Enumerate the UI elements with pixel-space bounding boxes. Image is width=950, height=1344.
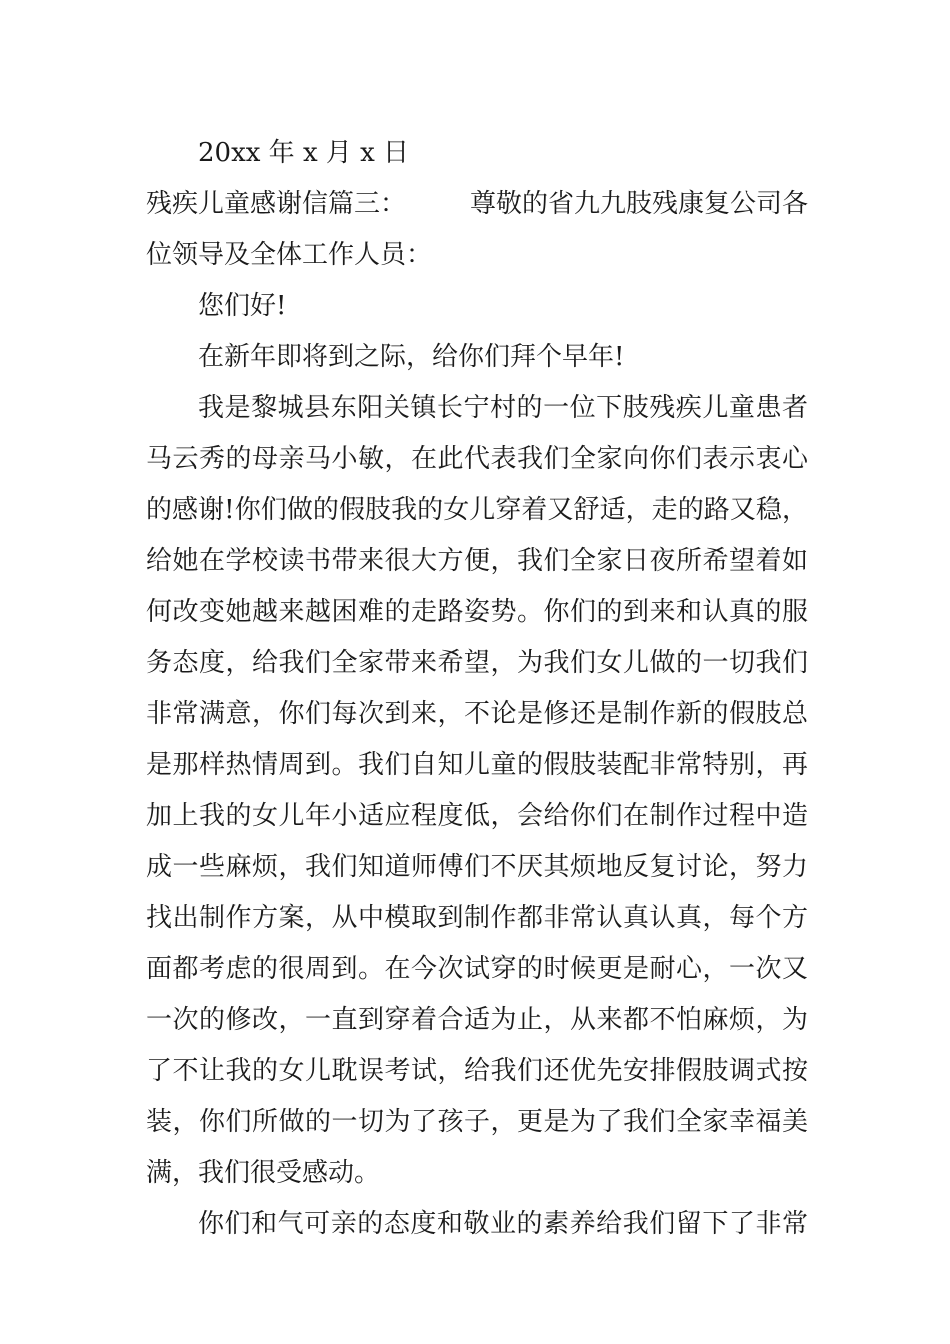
paragraph-line: 加上我的女儿年小适应程度低，会给你们在制作过程中造 — [146, 801, 808, 831]
paragraph-appreciation: 你们和气可亲的态度和敬业的素养给我们留下了非常 — [198, 1209, 808, 1239]
paragraph-line: 面都考虑的很周到。在今次试穿的时候更是耐心，一次又 — [146, 954, 808, 984]
letter-heading — [146, 179, 808, 230]
paragraph-line: 了不让我的女儿耽误考试，给我们还优先安排假肢调式按 — [146, 1056, 808, 1086]
letter-body — [146, 128, 808, 1250]
paragraph-line: 何改变她越来越困难的走路姿势。你们的到来和认真的服 — [146, 597, 808, 627]
paragraph-line: 成一些麻烦，我们知道师傅们不厌其烦地反复讨论，努力 — [146, 852, 808, 882]
paragraph-thanks — [146, 383, 808, 1199]
paragraph-line: 务态度，给我们全家带来希望，为我们女儿做的一切我们 — [146, 648, 808, 678]
letter-greeting: 您们好! — [198, 291, 287, 321]
letter-recipient-end: 位领导及全体工作人员： — [146, 240, 433, 270]
paragraph-line: 一次的修改，一直到穿着合适为止，从来都不怕麻烦，为 — [146, 1005, 808, 1035]
paragraph-line: 满，我们很受感动。 — [146, 1158, 381, 1188]
paragraph-line: 非常满意，你们每次到来，不论是修还是制作新的假肢总 — [146, 699, 808, 729]
paragraph-line: 找出制作方案，从中模取到制作都非常认真认真，每个方 — [146, 903, 808, 933]
paragraph-line: 我是黎城县东阳关镇长宁村的一位下肢残疾儿童患者 — [198, 393, 808, 423]
paragraph-line: 马云秀的母亲马小敏，在此代表我们全家向你们表示衷心 — [146, 444, 808, 474]
letter-date: 20xx 年 x 月 x 日 — [198, 138, 410, 168]
paragraph-line: 给她在学校读书带来很大方便，我们全家日夜所希望着如 — [146, 546, 808, 576]
paragraph-line: 是那样热情周到。我们自知儿童的假肢装配非常特别，再 — [146, 750, 808, 780]
letter-recipient-start: 尊敬的省九九肢残康复公司各 — [469, 189, 808, 219]
paragraph-line: 装，你们所做的一切为了孩子，更是为了我们全家幸福美 — [146, 1107, 808, 1137]
paragraph-line: 的感谢!你们做的假肢我的女儿穿着又舒适，走的路又稳， — [146, 495, 808, 525]
letter-title: 残疾儿童感谢信篇三： — [146, 189, 407, 219]
new-year-wish: 在新年即将到之际，给你们拜个早年! — [198, 342, 625, 372]
